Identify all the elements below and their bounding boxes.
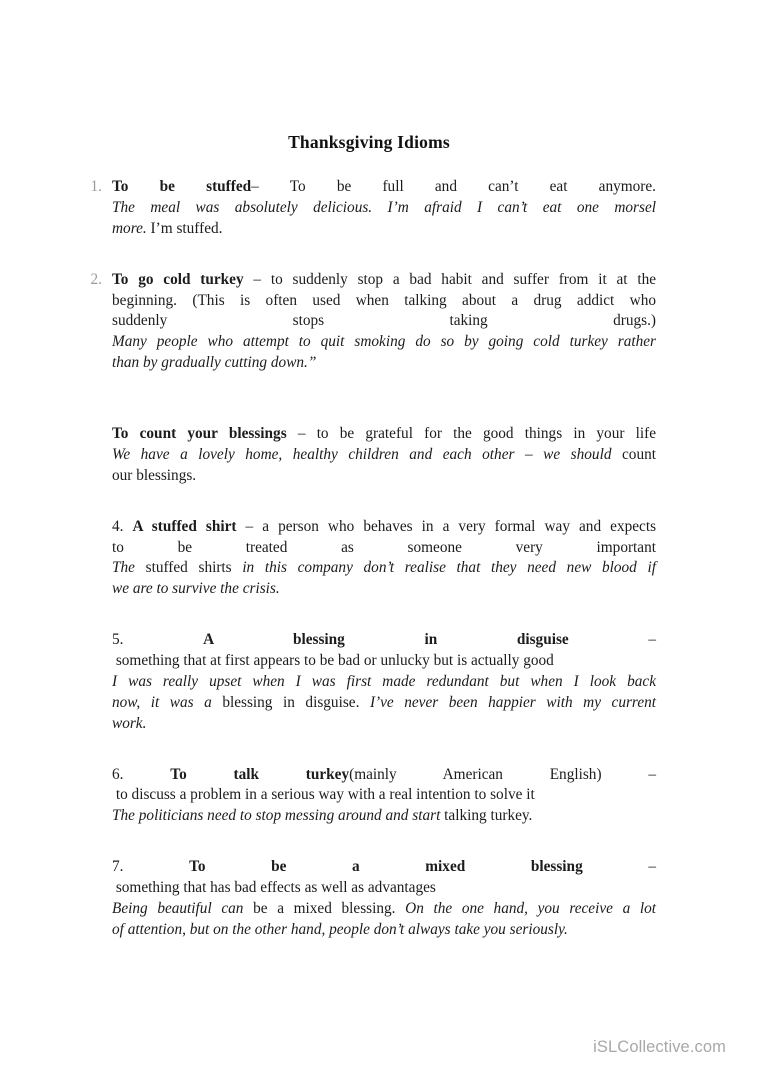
- idiom-5-definition: something that at first appears to be bad or unlucky but is actually good: [115, 652, 554, 669]
- idiom-4-line-3: [112, 558, 656, 579]
- idiom-7-example-part-1: Being beautiful can: [112, 899, 244, 917]
- idiom-5-dash: –: [648, 631, 656, 649]
- idiom-4-dash: –: [245, 517, 254, 535]
- idiom-item-4: [82, 517, 656, 601]
- idiom-4-line-1: [112, 517, 656, 538]
- idiom-4-definition-part-1: a person who behaves in a very formal way and expects: [262, 517, 657, 535]
- idiom-3-example-part-1: We have a lovely home, healthy children and each other – we should: [112, 445, 612, 463]
- idiom-7-line-4: [112, 920, 656, 941]
- idiom-1-example-part-2: more.: [112, 219, 147, 237]
- idiom-5-line-1: [112, 630, 656, 651]
- idiom-4-example-part-1: The: [112, 559, 135, 577]
- idiom-item-1: [82, 177, 656, 240]
- idiom-2-line-5: [112, 353, 656, 374]
- idiom-3-dash: –: [297, 425, 306, 442]
- idiom-7-line-1: [112, 857, 656, 878]
- idiom-6-term-suffix: (mainly American English): [349, 765, 602, 783]
- idiom-2-dash: –: [253, 270, 262, 288]
- idiom-1-line-1: [112, 177, 656, 198]
- idiom-1-example-part-1: The meal was absolutely delicious. I’m afraid I can’t eat one morsel: [112, 198, 656, 216]
- spacer: [82, 841, 656, 857]
- idiom-4-example-part-4: we are to survive the crisis.: [112, 580, 280, 598]
- idiom-1-dash: –: [251, 178, 259, 195]
- idiom-2-example-part-1: Many people who attempt to quit smoking do so by going cold turkey rather: [112, 333, 656, 351]
- idiom-5-line-4: [112, 693, 656, 714]
- idiom-2-definition-part-3: suddenly stops taking drugs.): [112, 312, 656, 330]
- idiom-7-example-part-3: On the one hand, you receive a lot: [405, 899, 657, 917]
- list-marker-4: 4.: [112, 517, 124, 535]
- idiom-5-line-2: [112, 651, 656, 672]
- idiom-6-definition: to discuss a problem in a serious way with a real intention to solve it: [115, 786, 535, 804]
- idiom-5-example-part-2: now, it was a: [112, 693, 212, 711]
- idiom-1-line-3: [112, 219, 656, 240]
- idiom-5-example-part-3: blessing in disguise.: [222, 693, 360, 711]
- idiom-7-example-part-2: be a mixed blessing.: [253, 899, 396, 917]
- idiom-3-definition: to be grateful for the good things in your life: [316, 425, 657, 442]
- idiom-item-6: [82, 765, 656, 828]
- idiom-6-dash: –: [648, 765, 656, 783]
- idiom-2-term: To go cold turkey: [112, 270, 244, 288]
- idiom-6-example-part-1: The politicians need to stop messing around and start: [112, 807, 441, 825]
- list-marker-2: 2.: [90, 270, 102, 288]
- idiom-2-definition-part-2: beginning. (This is often used when talking about a drug addict who: [112, 291, 656, 309]
- idiom-5-term: A blessing in disguise: [203, 631, 569, 649]
- site-watermark: iSLCollective.com: [593, 1038, 726, 1056]
- idiom-7-term: To be a mixed blessing: [189, 858, 583, 876]
- idiom-7-line-3: [112, 899, 656, 920]
- idiom-7-definition: something that has bad effects as well as advantages: [115, 879, 436, 896]
- idiom-2-line-3: [112, 311, 656, 332]
- idiom-6-term: To talk turkey: [170, 765, 350, 783]
- idiom-5-line-3: [112, 672, 656, 693]
- idiom-4-term: A stuffed shirt: [132, 517, 237, 535]
- idiom-6-line-3: [112, 806, 656, 827]
- document-body: [82, 132, 656, 955]
- idiom-7-example-part-4: of attention, but on the other hand, people don’t always take you seriously.: [112, 920, 568, 938]
- idiom-2-example-part-2: than by gradually cutting down.”: [112, 354, 317, 372]
- idiom-4-line-4: [112, 579, 656, 600]
- page-title: Thanksgiving Idioms: [288, 132, 450, 152]
- idiom-4-example-part-3: in this company don’t realise that they need new blood if: [242, 559, 656, 577]
- idiom-6-line-2: [112, 785, 656, 806]
- list-marker-6: 6.: [112, 765, 124, 783]
- list-marker-5: 5.: [112, 631, 124, 649]
- idiom-item-5: [82, 630, 656, 734]
- idiom-5-line-5: [112, 714, 656, 735]
- idiom-3-line-1: [112, 424, 656, 445]
- idiom-2-definition-part-1: to suddenly stop a bad habit and suffer from it at the: [270, 270, 657, 288]
- idiom-item-3: [82, 424, 656, 487]
- idiom-2-line-2: [112, 291, 656, 312]
- idiom-6-example-part-2: talking turkey.: [444, 807, 533, 825]
- list-marker-7: 7.: [112, 858, 124, 876]
- idiom-1-definition: To be full and can’t eat anymore.: [289, 178, 656, 195]
- idiom-3-line-2: [112, 445, 656, 466]
- idiom-3-term: To count your blessings: [112, 425, 287, 442]
- spacer: [82, 614, 656, 630]
- idiom-1-example-tail: I’m stuffed.: [150, 219, 223, 237]
- idiom-1-term: To be stuffed: [112, 178, 252, 195]
- spacer: [82, 254, 656, 270]
- idiom-7-dash: –: [648, 858, 656, 876]
- idiom-3-example-part-3: our blessings.: [112, 466, 197, 484]
- idiom-2-line-1: [112, 270, 656, 291]
- spacer: [82, 388, 656, 424]
- idiom-6-line-1: [112, 765, 656, 786]
- idiom-4-definition-part-2: to be treated as someone very important: [112, 538, 656, 556]
- idiom-5-example-part-4: I’ve never been happier with my current: [369, 693, 657, 711]
- spacer: [82, 749, 656, 765]
- idiom-5-example-part-1: I was really upset when I was first made redundant but when I look back: [112, 672, 656, 690]
- idiom-item-7: [82, 857, 656, 941]
- idiom-4-example-part-2: stuffed shirts: [145, 559, 232, 577]
- list-marker-1: 1.: [90, 178, 102, 195]
- idiom-4-line-2: [112, 538, 656, 559]
- idiom-1-line-2: [112, 198, 656, 219]
- spacer: [82, 501, 656, 517]
- idiom-3-line-3: [112, 466, 656, 487]
- idiom-2-line-4: [112, 332, 656, 353]
- idiom-7-line-2: [112, 878, 656, 899]
- idiom-5-example-part-5: work.: [112, 714, 147, 732]
- idiom-3-example-part-2: count: [622, 445, 656, 463]
- idiom-item-2: [82, 270, 656, 374]
